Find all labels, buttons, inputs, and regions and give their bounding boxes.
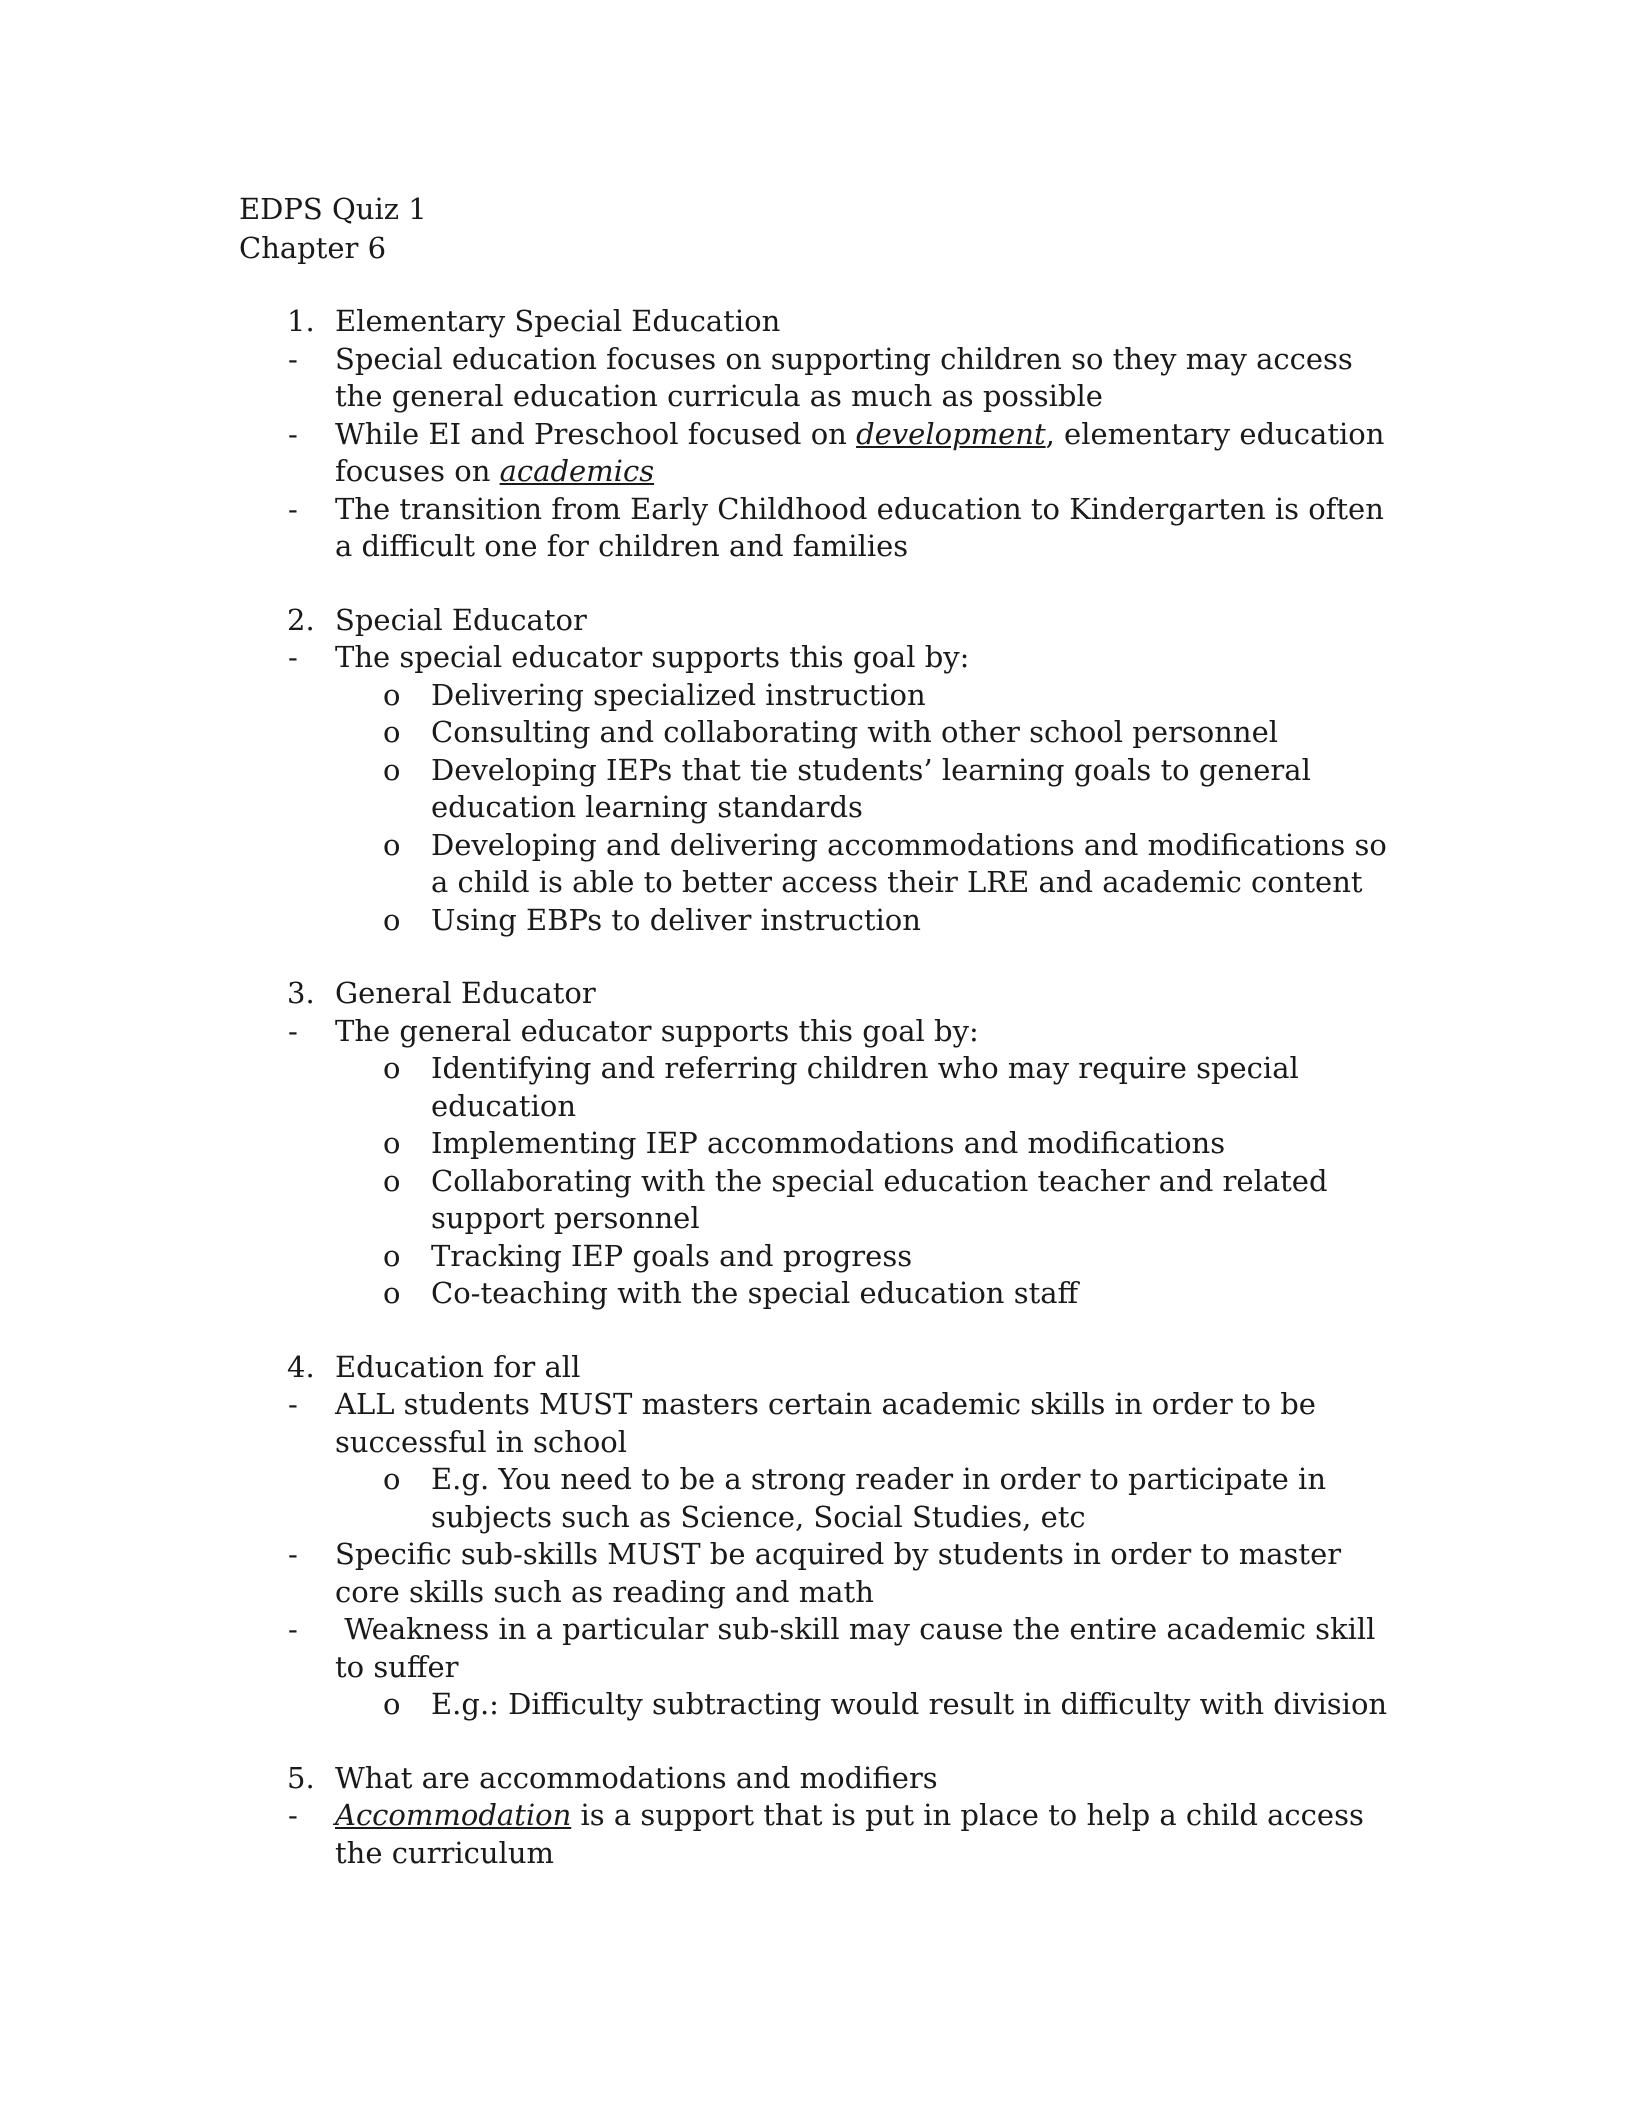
document-header [239, 190, 427, 268]
dash-item-text: The transition from Early Childhood education to Kindergarten is often a difficult one for children and families [335, 491, 1384, 563]
dash-item-text: , elementary education focuses on [335, 416, 1385, 488]
bullet-marker: o [383, 902, 401, 937]
dash-item [0, 639, 1385, 677]
document-title: EDPS Quiz 1 [239, 192, 427, 226]
section-number: 1. [287, 304, 315, 338]
dash-item-text: The special educator supports this goal by: [335, 640, 970, 674]
section-number: 4. [287, 1349, 315, 1384]
dash-item-text: While EI and Preschool focused on [335, 416, 857, 451]
section-5 [0, 1760, 1640, 1873]
sub-item-text: E.g. You need to be a strong reader in order to participate in subjects such as Science, Social Studies, etc [431, 1462, 1327, 1534]
sub-item [0, 1461, 1391, 1536]
dash-item [0, 1536, 1385, 1611]
section-1 [0, 303, 1640, 566]
emphasis-development: development [856, 416, 1046, 451]
dash-item [0, 1797, 1385, 1872]
bullet-marker: o [383, 1238, 401, 1273]
emphasis-accommodation: Accommodation [335, 1798, 572, 1832]
sub-item-text: Delivering specialized instruction [431, 677, 926, 712]
section-title: Special Educator [335, 602, 587, 637]
sub-item-text: Developing and delivering accommodations and modifications so a child is able to better access their LRE and academic content [431, 827, 1387, 899]
dash-item-text: is a support that is put in place to help a child access the curriculum [335, 1798, 1364, 1870]
section-heading [0, 1349, 1640, 1387]
sub-item [0, 1238, 1391, 1276]
bullet-marker: o [383, 1126, 401, 1160]
dash-item-text: Special education focuses on supporting children so they may access the general education curricula as much as possible [335, 341, 1353, 413]
sub-item-text: Identifying and referring children who may require special education [431, 1051, 1299, 1123]
bullet-marker: o [383, 1163, 401, 1198]
dash-marker: - [288, 1612, 298, 1646]
sub-item-text: E.g.: Difficulty subtracting would result in difficulty with division [431, 1687, 1388, 1721]
sub-item [0, 902, 1391, 940]
section-heading [0, 975, 1640, 1013]
section-number: 2. [287, 602, 315, 637]
sub-item-text: Co-teaching with the special education staff [431, 1276, 1079, 1310]
dash-item-text: ALL students MUST masters certain academic skills in order to be successful in school [335, 1387, 1316, 1459]
dash-item [0, 1611, 1385, 1686]
chapter-label: Chapter 6 [239, 231, 387, 265]
sub-item [0, 1275, 1391, 1313]
sub-item-text: Implementing IEP accommodations and modifications [431, 1126, 1226, 1160]
dash-marker: - [288, 1537, 298, 1571]
sub-item [0, 1050, 1391, 1125]
section-4 [0, 1349, 1640, 1724]
dash-item [0, 416, 1385, 491]
bullet-marker: o [383, 1276, 401, 1310]
dash-marker: - [288, 416, 298, 451]
dash-marker: - [288, 1013, 298, 1048]
sub-item [0, 1163, 1391, 1238]
bullet-marker: o [383, 1051, 401, 1085]
sub-item-text: Collaborating with the special education teacher and related support personnel [431, 1163, 1328, 1235]
dash-item [0, 491, 1385, 566]
dash-marker: - [288, 640, 298, 674]
section-number: 3. [287, 976, 315, 1010]
dash-marker: - [288, 341, 298, 376]
bullet-marker: o [383, 827, 401, 862]
section-heading [0, 1760, 1640, 1798]
section-number: 5. [287, 1760, 315, 1795]
section-title: What are accommodations and modifiers [335, 1760, 938, 1795]
section-title: Education for all [335, 1349, 581, 1384]
dash-item-text: Specific sub-skills MUST be acquired by students in order to master core skills such as reading and math [335, 1537, 1342, 1609]
sub-item [0, 752, 1391, 827]
bullet-marker: o [383, 1462, 401, 1496]
section-title: Elementary Special Education [335, 304, 781, 338]
sections-list [0, 303, 1640, 1908]
section-heading [0, 303, 1640, 341]
section-heading [0, 602, 1640, 640]
dash-item [0, 1013, 1385, 1051]
bullet-marker: o [383, 752, 401, 787]
dash-marker: - [288, 491, 298, 526]
bullet-marker: o [383, 677, 401, 712]
sub-item-text: Tracking IEP goals and progress [431, 1238, 913, 1273]
sub-item-text: Using EBPs to deliver instruction [431, 902, 921, 937]
dash-item-text: Weakness in a particular sub-skill may cause the entire academic skill to suffer [335, 1612, 1385, 1684]
sub-item [0, 827, 1391, 902]
emphasis-academics: academics [499, 454, 655, 488]
sub-item [0, 1125, 1391, 1163]
sub-item-text: Developing IEPs that tie students’ learning goals to general education learning standards [431, 752, 1311, 824]
sub-item-text: Consulting and collaborating with other school personnel [431, 715, 1279, 749]
section-2 [0, 602, 1640, 940]
dash-marker: - [288, 1798, 298, 1832]
section-title: General Educator [335, 976, 596, 1010]
dash-item-text: The general educator supports this goal by: [335, 1013, 979, 1048]
dash-item [0, 1386, 1385, 1461]
sub-item [0, 1686, 1391, 1724]
sub-item [0, 677, 1391, 715]
dash-marker: - [288, 1387, 298, 1421]
section-3 [0, 975, 1640, 1313]
bullet-marker: o [383, 715, 401, 749]
bullet-marker: o [383, 1687, 401, 1721]
dash-item [0, 341, 1385, 416]
sub-item [0, 714, 1391, 752]
